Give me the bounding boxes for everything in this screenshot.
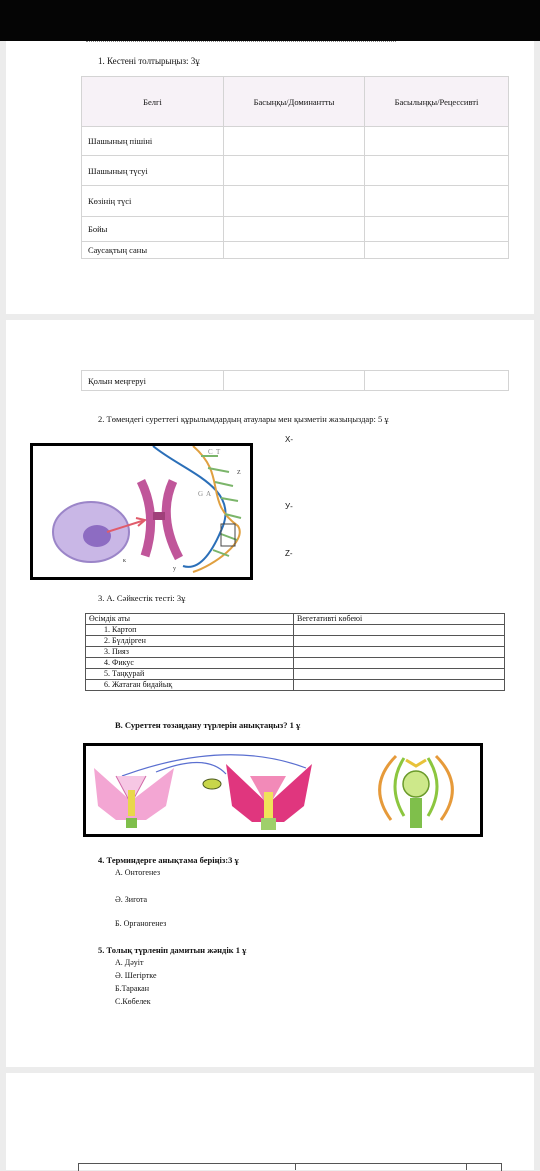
top-status-bar xyxy=(0,0,540,41)
row-label: Саусақтың саны xyxy=(82,242,224,259)
answer-cell[interactable] xyxy=(294,680,505,691)
q4-item-a: А. Онтогенез xyxy=(115,868,161,877)
answer-cell[interactable] xyxy=(224,186,365,217)
plant-name: 4. Фикус xyxy=(86,658,294,669)
table-row xyxy=(82,127,509,156)
plant-name: 2. Бүлдірген xyxy=(86,636,294,647)
q5-option-b[interactable]: Б.Таракан xyxy=(115,984,149,993)
answer-cell[interactable] xyxy=(224,242,365,259)
table-row xyxy=(86,636,505,647)
row-label: Қолын меңгеруі xyxy=(82,371,224,391)
chromosome-dna-image xyxy=(30,443,253,580)
table-row xyxy=(86,625,505,636)
plant-name: 1. Картоп xyxy=(86,625,294,636)
answer-cell[interactable] xyxy=(294,625,505,636)
cut-table-divider xyxy=(466,1163,467,1170)
page-3 xyxy=(6,1073,534,1170)
table-header: Басыңқы/Доминантты xyxy=(224,77,365,127)
q5-title: 5. Толық түрленіп дамитын жәндік 1 ұ xyxy=(98,945,247,955)
q1-table xyxy=(81,76,509,259)
plant-name: 6. Жатаған бидайық xyxy=(86,680,294,691)
answer-cell[interactable] xyxy=(365,156,509,186)
answer-cell[interactable] xyxy=(224,156,365,186)
plant-name: 3. Пияз xyxy=(86,647,294,658)
cut-text-line xyxy=(86,41,396,44)
chromosome-dna-drawing xyxy=(33,446,250,577)
table-row xyxy=(82,186,509,217)
dna-label-c: C xyxy=(208,448,213,456)
answer-cell[interactable] xyxy=(224,371,365,391)
answer-cell[interactable] xyxy=(224,127,365,156)
cut-table-divider xyxy=(295,1163,296,1170)
q5-option-ae[interactable]: Ә. Шегіртке xyxy=(115,971,157,980)
q4-title: 4. Терминдерге анықтама беріңіз:3 ұ xyxy=(98,855,239,865)
answer-cell[interactable] xyxy=(365,127,509,156)
answer-cell[interactable] xyxy=(365,371,509,391)
answer-cell[interactable] xyxy=(365,186,509,217)
table-header: Белгі xyxy=(82,77,224,127)
q3b-title: В. Суреттен тозаңдану түрлерін анықтаңыз? 1 ұ xyxy=(115,720,301,730)
answer-cell[interactable] xyxy=(224,217,365,242)
pollination-image xyxy=(83,743,483,837)
dna-label-g: G xyxy=(198,490,204,498)
answer-cell[interactable] xyxy=(294,647,505,658)
q1-table-continued xyxy=(81,370,509,391)
answer-cell[interactable] xyxy=(365,217,509,242)
page-1 xyxy=(6,41,534,314)
q5-option-c[interactable]: С.Көбелек xyxy=(115,997,151,1006)
answer-cell[interactable] xyxy=(294,669,505,680)
table-header: Вегетативті көбеюі xyxy=(294,614,505,625)
table-row xyxy=(82,217,509,242)
dna-label-a: A xyxy=(206,490,212,498)
table-row xyxy=(86,647,505,658)
q2-answer-x[interactable]: Х- xyxy=(285,435,293,444)
q2-title: 2. Төмендегі суреттегі құрылымдардың атаулары мен қызметін жазыңыздар: 5 ұ xyxy=(98,414,389,424)
table-row xyxy=(82,371,509,391)
label-k: к xyxy=(123,558,126,564)
answer-cell[interactable] xyxy=(294,636,505,647)
table-row xyxy=(82,242,509,259)
table-row xyxy=(86,680,505,691)
q2-answer-z[interactable]: Z- xyxy=(285,549,293,558)
answer-cell[interactable] xyxy=(365,242,509,259)
q4-item-b: Б. Органогенез xyxy=(115,919,167,928)
table-header-row xyxy=(86,614,505,625)
table-header: Басылыңқы/Рецессивті xyxy=(365,77,509,127)
q5-option-a[interactable]: А. Дәуіт xyxy=(115,958,144,967)
q1-title: 1. Кестені толтырыңыз: 3ұ xyxy=(98,56,200,66)
plant-name: 5. Таңқурай xyxy=(86,669,294,680)
q2-answer-y[interactable]: У- xyxy=(285,502,293,511)
table-row xyxy=(86,658,505,669)
table-header: Өсімдік аты xyxy=(86,614,294,625)
table-row xyxy=(82,156,509,186)
row-label: Шашының түсуі xyxy=(82,156,224,186)
row-label: Бойы xyxy=(82,217,224,242)
q4-item-ae: Ә. Зиготa xyxy=(115,895,148,904)
row-label: Шашының пішіні xyxy=(82,127,224,156)
page-2 xyxy=(6,320,534,1067)
label-y: у xyxy=(173,566,176,572)
dna-label-t: T xyxy=(216,448,221,456)
table-row xyxy=(86,669,505,680)
answer-cell[interactable] xyxy=(294,658,505,669)
q3-match-table xyxy=(85,613,505,691)
pollination-drawing xyxy=(86,746,480,834)
q3-title: 3. А. Сәйкестік тесті: 3ұ xyxy=(98,593,186,603)
row-label: Көзінің түсі xyxy=(82,186,224,217)
label-z: Z xyxy=(237,470,241,476)
